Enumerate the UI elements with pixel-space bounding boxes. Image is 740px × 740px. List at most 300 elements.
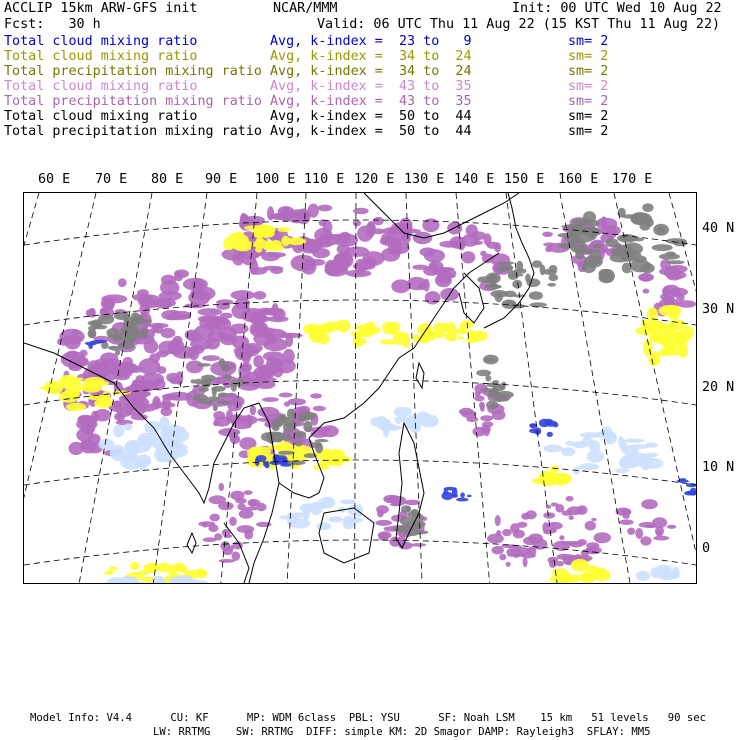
legend-kindex-range: Avg, k-index = 43 to 35 [270, 79, 472, 94]
field-blob [565, 441, 574, 446]
field-blob [82, 382, 95, 388]
field-blob [516, 261, 523, 271]
field-blob [496, 267, 510, 271]
field-blob [521, 513, 530, 520]
field-blob [629, 444, 650, 449]
field-blob [283, 423, 296, 432]
field-blob [578, 463, 599, 470]
field-blob [278, 451, 295, 455]
field-blob [110, 346, 120, 351]
field-blob [527, 278, 541, 287]
field-blob [149, 353, 160, 362]
longitude-line [24, 193, 39, 583]
field-blob [667, 274, 681, 281]
product-title: ACCLIP 15km ARW-GFS init [4, 1, 198, 16]
forecast-hour: Fcst: 30 h [4, 17, 101, 32]
field-blob [104, 570, 114, 575]
field-blob [320, 425, 338, 437]
field-blob [586, 542, 599, 549]
field-blob [73, 380, 82, 394]
field-blob [256, 380, 276, 389]
field-blob [218, 393, 228, 398]
field-blob [88, 330, 96, 338]
field-blob [226, 409, 233, 423]
field-blob [495, 292, 503, 302]
field-blob [474, 395, 484, 401]
field-blob [282, 458, 286, 464]
field-blob [631, 462, 648, 466]
field-blob [662, 285, 680, 298]
field-blob [213, 411, 225, 420]
field-blob [390, 495, 400, 501]
field-blob [461, 251, 475, 263]
field-blob [542, 475, 549, 487]
field-blob [482, 254, 494, 264]
legend-smoothing: sm= 2 [568, 109, 609, 124]
lat-label: 20 N [702, 380, 735, 395]
field-blob [125, 441, 151, 453]
legend-kindex-range: Avg, k-index = 43 to 35 [270, 94, 472, 109]
legend-field-name: Total precipitation mixing ratio [4, 64, 262, 79]
field-blob [639, 522, 656, 528]
field-blob [113, 425, 124, 438]
field-blob [244, 490, 253, 495]
field-blob [485, 284, 500, 290]
field-blob [162, 394, 179, 400]
field-blob [366, 221, 376, 237]
field-blob [425, 291, 441, 304]
field-blob [278, 206, 295, 217]
field-blob [656, 530, 661, 536]
field-blob [267, 252, 286, 257]
field-blob [439, 241, 459, 248]
field-blob [382, 322, 394, 334]
legend-smoothing: sm= 2 [568, 64, 609, 79]
field-blob [110, 566, 118, 570]
field-blob [207, 330, 225, 342]
field-blob [618, 436, 624, 448]
field-blob [411, 543, 427, 547]
field-blob [640, 536, 651, 545]
field-blob [547, 283, 556, 287]
field-blob [219, 358, 225, 367]
field-blob [263, 244, 284, 251]
field-blob [496, 391, 514, 399]
field-blob [289, 512, 306, 518]
coastline [279, 253, 499, 498]
field-blob [569, 515, 574, 520]
field-blob [471, 231, 486, 240]
field-blob [211, 386, 226, 392]
field-blob [245, 507, 258, 511]
field-blob [239, 509, 254, 518]
field-blob [542, 232, 553, 237]
field-blob [582, 436, 593, 446]
field-blob [377, 510, 384, 518]
field-blob [229, 517, 237, 526]
field-blob [668, 334, 689, 345]
field-blob [604, 432, 617, 444]
field-blob [543, 512, 555, 518]
field-blob [230, 435, 240, 444]
field-blob [565, 577, 580, 582]
field-blob [250, 327, 275, 334]
field-blob [513, 530, 525, 539]
field-blob [161, 407, 173, 416]
field-blob [594, 532, 611, 543]
field-blob [94, 399, 113, 408]
field-blob [66, 403, 86, 411]
lon-label: 120 E [354, 172, 395, 187]
lon-label: 140 E [454, 172, 495, 187]
field-blob [277, 227, 290, 232]
field-blob [423, 279, 429, 292]
field-blob [584, 255, 603, 268]
field-blob [635, 528, 643, 539]
field-blob [353, 220, 361, 227]
field-blob [679, 478, 686, 481]
field-blob [549, 265, 558, 273]
field-blob [283, 349, 295, 363]
field-blob [191, 379, 196, 383]
field-blob [209, 514, 220, 522]
field-blob [424, 249, 445, 262]
field-blob [651, 573, 657, 577]
field-blob [659, 570, 676, 580]
field-blob [619, 236, 638, 242]
field-blob [549, 559, 557, 568]
lon-label: 110 E [304, 172, 345, 187]
legend-smoothing: sm= 2 [568, 34, 609, 49]
field-blob [76, 428, 93, 442]
field-blob [640, 274, 652, 282]
legend-field-name: Total cloud mixing ratio [4, 79, 198, 94]
field-blob [585, 565, 598, 572]
field-blob [250, 405, 256, 415]
field-blob [615, 468, 629, 473]
field-blob [441, 492, 453, 500]
field-blob [666, 260, 684, 264]
field-blob [523, 536, 539, 545]
field-blob [353, 208, 369, 214]
field-blob [485, 375, 491, 382]
field-blob [480, 404, 485, 411]
field-blob [198, 521, 215, 527]
field-blob [235, 498, 247, 504]
field-blob [653, 536, 669, 541]
field-blob [124, 423, 133, 430]
valid-time: Valid: 06 UTC Thu 11 Aug 22 (15 KST Thu 11 Aug 22) [317, 17, 721, 32]
field-blob [214, 533, 222, 540]
field-blob [280, 463, 291, 466]
field-blob [556, 561, 564, 566]
field-blob [153, 576, 166, 583]
field-blob [573, 230, 595, 243]
field-blob [578, 539, 587, 546]
field-blob [485, 358, 496, 362]
field-blob [636, 571, 650, 581]
field-blob [353, 336, 364, 348]
field-blob [461, 410, 476, 418]
field-blob [202, 355, 220, 361]
field-blob [460, 492, 465, 498]
legend-field-name: Total precipitation mixing ratio [4, 94, 262, 109]
field-blob [456, 498, 468, 502]
field-blob [324, 321, 344, 330]
field-blob [199, 400, 213, 404]
lon-label: 60 E [38, 172, 71, 187]
field-blob [380, 238, 388, 245]
map-canvas [24, 193, 696, 583]
field-blob [567, 506, 583, 515]
field-blob [566, 496, 574, 502]
field-blob [366, 322, 376, 332]
field-blob [558, 243, 577, 248]
field-blob [621, 214, 640, 218]
field-blob [506, 562, 511, 567]
field-blob [575, 250, 584, 260]
field-blob [492, 410, 506, 420]
field-blob [145, 427, 160, 432]
field-blob [303, 421, 312, 432]
field-blob [242, 349, 251, 365]
field-blob [499, 554, 506, 561]
field-blob [231, 381, 237, 392]
field-blob [337, 244, 350, 254]
field-blob [450, 332, 456, 341]
legend-field-name: Total cloud mixing ratio [4, 49, 198, 64]
field-blob [558, 233, 574, 238]
field-blob [480, 415, 493, 421]
field-blob [262, 397, 279, 402]
field-blob [266, 432, 283, 442]
legend-smoothing: sm= 2 [568, 94, 609, 109]
init-time: Init: 00 UTC Wed 10 Aug 22 [512, 1, 722, 16]
field-blob [395, 416, 401, 424]
field-blob [255, 247, 262, 253]
legend-smoothing: sm= 2 [568, 49, 609, 64]
field-blob [587, 450, 604, 462]
field-blob [197, 569, 206, 575]
field-blob [559, 535, 564, 540]
field-blob [294, 431, 306, 438]
field-blob [250, 267, 268, 275]
field-blob [400, 516, 414, 525]
field-blob [217, 401, 232, 405]
legend-smoothing: sm= 2 [568, 79, 609, 94]
field-blob [199, 387, 209, 392]
field-blob [256, 455, 267, 462]
field-blob [220, 313, 233, 319]
field-blob [549, 528, 557, 533]
field-blob [593, 244, 603, 249]
field-blob [295, 441, 303, 447]
field-blob [375, 520, 392, 526]
field-blob [496, 530, 501, 536]
field-blob [642, 203, 653, 212]
field-blob [316, 334, 330, 345]
legend-kindex-range: Avg, k-index = 34 to 24 [270, 64, 472, 79]
field-blob [644, 320, 667, 332]
field-blob [197, 308, 222, 316]
field-blob [157, 563, 171, 573]
field-blob [139, 299, 156, 306]
field-blob [659, 253, 680, 259]
field-blob [192, 394, 208, 401]
field-blob [237, 503, 246, 510]
lon-label: 70 E [95, 172, 128, 187]
field-blob [667, 525, 676, 529]
field-blob [348, 505, 361, 516]
field-blob [186, 360, 204, 373]
field-blob [297, 415, 307, 422]
field-blob [652, 244, 673, 251]
field-blob [551, 503, 559, 507]
field-blob [288, 398, 306, 405]
field-blob [119, 363, 138, 374]
field-blob [153, 324, 163, 334]
field-blob [218, 502, 234, 511]
field-blob [419, 415, 439, 428]
field-blob [174, 271, 183, 281]
legend-smoothing: sm= 2 [568, 124, 609, 139]
field-blob [353, 262, 376, 270]
field-blob [599, 269, 615, 282]
field-blob [549, 274, 559, 281]
field-blob [284, 401, 290, 406]
field-blob [422, 218, 439, 232]
field-blob [622, 243, 643, 255]
coastline [416, 363, 424, 388]
field-blob [313, 406, 326, 411]
field-blob [130, 312, 140, 323]
field-blob [310, 393, 322, 398]
field-blob [467, 495, 472, 498]
field-blob [303, 504, 311, 513]
field-blob [168, 344, 183, 355]
field-blob [219, 483, 225, 491]
field-blob [319, 459, 329, 466]
field-blob [154, 447, 167, 463]
field-blob [308, 204, 319, 218]
field-blob [583, 211, 596, 223]
field-blob [223, 374, 232, 378]
field-blob [623, 514, 630, 519]
legend-kindex-range: Avg, k-index = 23 to 9 [270, 34, 472, 49]
field-blob [540, 265, 546, 276]
model-info-line1: Model Info: V4.4 CU: KF MP: WDM 6class PBL: YSU SF: Noah LSM 15 km 51 levels 90 sec [30, 712, 707, 724]
field-blob [267, 316, 288, 322]
field-blob [144, 339, 159, 353]
lat-label: 0 [702, 541, 711, 556]
field-blob [191, 345, 204, 355]
legend-field-name: Total precipitation mixing ratio [4, 124, 262, 139]
field-blob [329, 516, 343, 522]
field-blob [231, 290, 255, 300]
field-blob [169, 377, 181, 384]
field-blob [481, 425, 491, 433]
field-blob [177, 565, 188, 573]
field-blob [324, 264, 348, 277]
field-blob [561, 447, 575, 456]
field-blob [315, 439, 329, 442]
field-blob [253, 291, 266, 300]
field-blob [319, 497, 336, 509]
organization-label: NCAR/MMM [273, 1, 338, 16]
field-blob [272, 425, 280, 431]
field-blob [389, 537, 401, 547]
field-blob [301, 259, 316, 275]
field-blob [213, 421, 220, 427]
legend-field-name: Total cloud mixing ratio [4, 34, 198, 49]
field-blob [492, 546, 504, 555]
field-blob [476, 370, 491, 377]
field-blob [263, 226, 276, 232]
field-blob [130, 562, 139, 570]
field-blob [630, 212, 649, 225]
field-blob [457, 336, 464, 340]
field-blob [619, 519, 633, 525]
field-blob [287, 409, 295, 420]
lon-label: 130 E [404, 172, 445, 187]
field-blob [263, 338, 288, 351]
field-blob [253, 228, 265, 237]
field-blob [543, 445, 563, 453]
lon-label: 80 E [151, 172, 184, 187]
legend-kindex-range: Avg, k-index = 50 to 44 [270, 124, 472, 139]
field-blob [394, 407, 412, 417]
field-blob [220, 541, 230, 551]
legend-kindex-range: Avg, k-index = 34 to 24 [270, 49, 472, 64]
field-blob [229, 233, 243, 240]
field-blob [171, 311, 191, 319]
coastline [187, 533, 196, 553]
field-blob [403, 333, 409, 337]
field-blob [498, 261, 514, 264]
field-blob [233, 240, 254, 252]
field-blob [317, 205, 332, 212]
field-blob [659, 305, 682, 317]
field-blob [89, 308, 96, 318]
field-blob [591, 518, 596, 521]
field-blob [156, 298, 176, 308]
field-blob [101, 294, 127, 303]
field-blob [201, 375, 216, 382]
field-blob [207, 396, 220, 401]
field-blob [432, 268, 446, 275]
field-blob [404, 500, 420, 506]
legend-field-name: Total cloud mixing ratio [4, 109, 198, 124]
field-blob [345, 517, 364, 523]
field-blob [585, 521, 596, 531]
field-blob [391, 248, 402, 255]
field-blob [486, 401, 498, 410]
field-blob [249, 499, 256, 507]
field-blob [641, 499, 658, 509]
lat-label: 10 N [702, 460, 735, 475]
lon-label: 160 E [558, 172, 599, 187]
field-blob [232, 552, 241, 561]
field-blob [605, 238, 618, 247]
field-blob [547, 432, 553, 437]
lat-label: 40 N [702, 221, 735, 236]
field-blob [405, 229, 421, 233]
field-blob [118, 278, 127, 287]
lon-label: 150 E [504, 172, 545, 187]
field-blob [257, 407, 279, 418]
field-blob [529, 291, 543, 300]
legend-kindex-range: Avg, k-index = 50 to 44 [270, 109, 472, 124]
